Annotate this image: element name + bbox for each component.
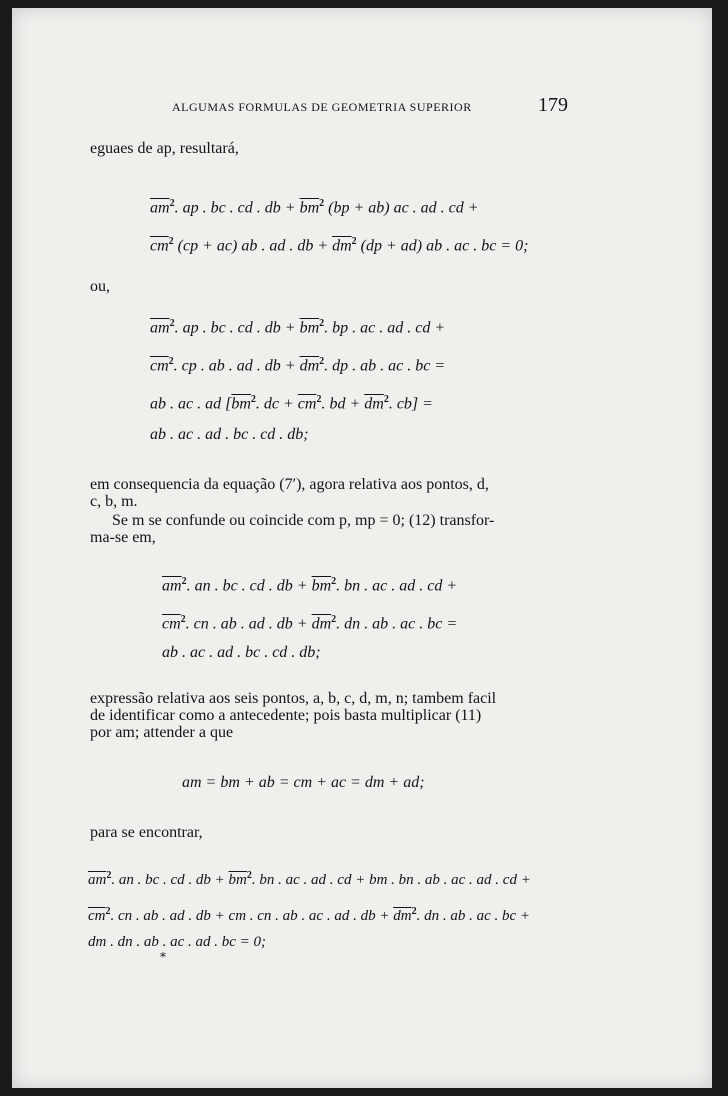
equation-1-line-1: $\overline{am}^2$. ap . bc . cd . db + $\overline{bm}^2$ (bp + ab) ac . ad . cd + xyxy=(150,198,479,217)
equation-3-line-1: $\overline{am}^2$. an . bc . cd . db + $\overline{bm}^2$. bn . ac . ad . cd + xyxy=(162,576,458,595)
footnote-star: * xyxy=(160,950,166,964)
equation-5-line-2: $\overline{cm}^2$. cn . ab . ad . db + cm . cn . ab . ac . ad . db + $\overline{dm}^2$. dn . ab . ac . bc + xyxy=(88,906,530,924)
paragraph-expressao: expressão relativa aos seis pontos, a, b, c, d, m, n; tambem facil de identificar como a antecedente; pois basta multiplicar (11) por am; attender a que xyxy=(90,690,497,741)
paragraph-consequencia: em consequencia da equação (7′), agora relativa aos pontos, d, c, b, m. xyxy=(90,476,489,510)
equation-2-line-4: ab . ac . ad . bc . cd . db; xyxy=(150,426,309,443)
equation-1-line-2: $\overline{cm}^2$ (cp + ac) ab . ad . db + $\overline{dm}^2$ (dp + ad) ab . ac . bc = 0; xyxy=(150,236,529,255)
paragraph-se-m: Se m se confunde ou coincide com p, mp = 0; (12) transfor- ma-se em, xyxy=(90,512,495,546)
paragraph-ou: ou, xyxy=(90,278,110,295)
equation-5-line-3: dm . dn . ab . ac . ad . bc = 0; xyxy=(88,934,267,950)
book-page xyxy=(12,8,712,1088)
equation-2-line-1: $\overline{am}^2$. ap . bc . cd . db + $\overline{bm}^2$. bp . ac . ad . cd + xyxy=(150,318,446,337)
equation-3-line-3: ab . ac . ad . bc . cd . db; xyxy=(162,644,321,661)
paragraph-para-se: para se encontrar, xyxy=(90,824,203,841)
paragraph-intro: eguaes de ap, resultará, xyxy=(90,140,239,157)
equation-3-line-2: $\overline{cm}^2$. cn . ab . ad . db + $\overline{dm}^2$. dn . ab . ac . bc = xyxy=(162,614,458,633)
running-title: ALGUMAS FORMULAS DE GEOMETRIA SUPERIOR xyxy=(172,100,472,114)
equation-4: am = bm + ab = cm + ac = dm + ad; xyxy=(182,774,425,791)
page-number: 179 xyxy=(538,94,568,116)
equation-2-line-3: ab . ac . ad [$\overline{bm}^2$. dc + $\overline{cm}^2$. bd + $\overline{dm}^2$. cb] = xyxy=(150,394,433,413)
equation-5-line-1: $\overline{am}^2$. an . bc . cd . db + $\overline{bm}^2$. bn . ac . ad . cd + bm . bn . ab . ac . ad . cd + xyxy=(88,870,531,888)
equation-2-line-2: $\overline{cm}^2$. cp . ab . ad . db + $\overline{dm}^2$. dp . ab . ac . bc = xyxy=(150,356,446,375)
